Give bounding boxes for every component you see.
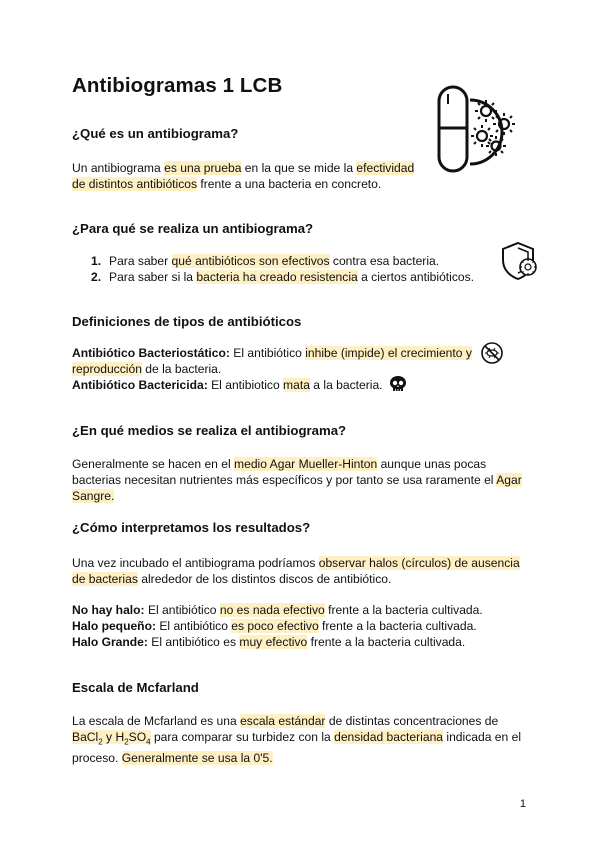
result-halo-pequeno: Halo pequeño: El antibiótico es poco efectivo frente a la bacteria cultivada. (72, 619, 477, 633)
pill-bacteria-icon (436, 84, 522, 176)
skull-icon (388, 374, 408, 394)
paragraph-resultados: Una vez incubado el antibiograma podríamos observar halos (círculos) de ausencia de bacterias alrededor de los distintos discos de antibiótico. (72, 556, 520, 586)
paragraph-medios: Generalmente se hacen en el medio Agar Mueller-Hinton aunque unas pocas bacterias necesitan nutrientes más específicos y por tanto se usa raramente el Agar Sangre. (72, 457, 522, 503)
purpose-list (91, 253, 474, 285)
heading-que-es: ¿Qué es un antibiograma? (72, 126, 239, 141)
heading-para-que: ¿Para qué se realiza un antibiograma? (72, 221, 314, 236)
paragraph-mcfarland: La escala de Mcfarland es una escala estándar de distintas concentraciones de BaCl$_2$ y $H_2SO_4$ para comparar su turbidez con la densidad bacteriana indicada en el proceso. Generalmente se usa la 0'5. (72, 714, 522, 766)
heading-definiciones: Definiciones de tipos de antibióticos (72, 314, 302, 329)
list-item: 1. Para saber qué antibióticos son efectivos contra esa bacteria. (91, 254, 440, 268)
result-halo-grande: Halo Grande: El antibiótico es muy efectivo frente a la bacteria cultivada. (72, 635, 466, 649)
no-bacteria-icon (480, 341, 504, 365)
heading-resultados: ¿Cómo interpretamos los resultados? (72, 520, 311, 535)
shield-virus-icon (499, 240, 541, 282)
page-title: Antibiogramas 1 LCB (72, 74, 283, 97)
paragraph-que-es: Un antibiograma es una prueba en la que se mide la efectividad de distintos antibióticos frente a una bacteria en concreto. (72, 161, 415, 191)
heading-medios: ¿En qué medios se realiza el antibiograma? (72, 423, 347, 438)
page-number: 1 (519, 798, 526, 810)
results-list (72, 602, 483, 650)
definition-bactericida: Antibiótico Bactericida: El antibiotico mata a la bacteria. (72, 378, 383, 392)
heading-mcfarland: Escala de Mcfarland (72, 680, 199, 695)
definition-bacteriostatico: Antibiótico Bacteriostático: El antibiótico inhibe (impide) el crecimiento y reproducción de la bacteria. (72, 346, 472, 376)
result-no-halo: No hay halo: El antibiótico no es nada efectivo frente a la bacteria cultivada. (72, 603, 483, 617)
list-item: 2. Para saber si la bacteria ha creado resistencia a ciertos antibióticos. (91, 270, 475, 284)
